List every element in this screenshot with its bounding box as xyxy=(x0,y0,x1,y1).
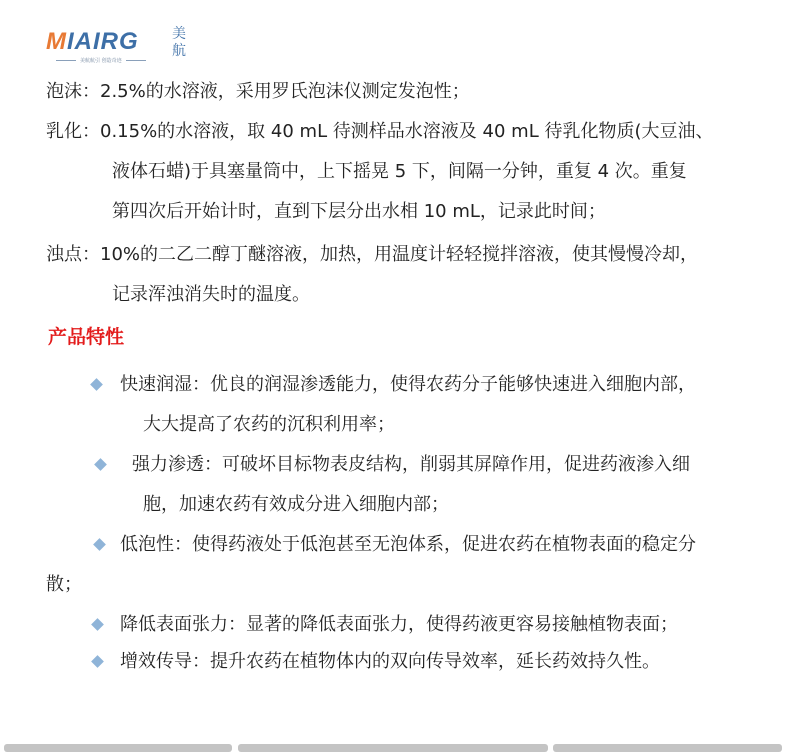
feature-synergy: 增效传导：提升农药在植物体内的双向传导效率，延长药效持久性。 xyxy=(120,651,660,672)
method-emulsify-line1: 乳化：0.15%的水溶液，取 40 mL 待测样品水溶液及 40 mL 待乳化物质(大豆油、 xyxy=(46,121,714,142)
method-cloud-point-line2: 记录浑浊消失时的温度。 xyxy=(112,284,310,305)
method-cloud-point-line1: 浊点：10%的二乙二醇丁醚溶液，加热，用温度计轻轻搅拌溶液，使其慢慢冷却， xyxy=(46,244,699,265)
page-indicator-bar[interactable] xyxy=(553,744,782,752)
method-emulsify-line3: 第四次后开始计时，直到下层分出水相 10 mL，记录此时间； xyxy=(112,201,606,222)
feature-low-foam-line2: 散； xyxy=(46,574,82,595)
feature-wetting-line2: 大大提高了农药的沉积利用率； xyxy=(143,414,395,435)
page-indicator-bar[interactable] xyxy=(4,744,232,752)
feature-wetting-line1: 快速润湿：优良的润湿渗透能力，使得农药分子能够快速进入细胞内部， xyxy=(120,374,696,395)
method-emulsify-line2: 液体石蜡)于具塞量筒中，上下摇晃 5 下，间隔一分钟，重复 4 次。重复 xyxy=(112,161,687,182)
feature-penetration-line2: 胞，加速农药有效成分进入细胞内部； xyxy=(143,494,449,515)
feature-low-foam-line1: 低泡性：使得药液处于低泡甚至无泡体系，促进农药在植物表面的稳定分 xyxy=(120,534,696,555)
method-foam: 泡沫：2.5%的水溶液，采用罗氏泡沫仪测定发泡性； xyxy=(46,81,470,102)
feature-penetration-line1: 强力渗透：可破坏目标物表皮结构，削弱其屏障作用，促进药液渗入细 xyxy=(132,454,690,475)
section-heading: 产品特性 xyxy=(48,326,125,348)
brand-logo xyxy=(46,26,206,66)
logo-letter-m: M xyxy=(46,28,67,55)
diamond-bullet-icon xyxy=(94,458,107,471)
logo-wordmark xyxy=(46,30,139,54)
diamond-bullet-icon xyxy=(93,538,106,551)
logo-chinese: 美航 xyxy=(172,26,186,59)
logo-letters: IAIRG xyxy=(67,28,139,55)
diamond-bullet-icon xyxy=(90,378,103,391)
logo-tagline: 美航航引 创造奇迹 xyxy=(52,57,150,64)
feature-surface-tension: 降低表面张力：显著的降低表面张力，使得药液更容易接触植物表面； xyxy=(120,614,678,635)
diamond-bullet-icon xyxy=(91,618,104,631)
page-indicator-bar[interactable] xyxy=(238,744,548,752)
diamond-bullet-icon xyxy=(91,655,104,668)
